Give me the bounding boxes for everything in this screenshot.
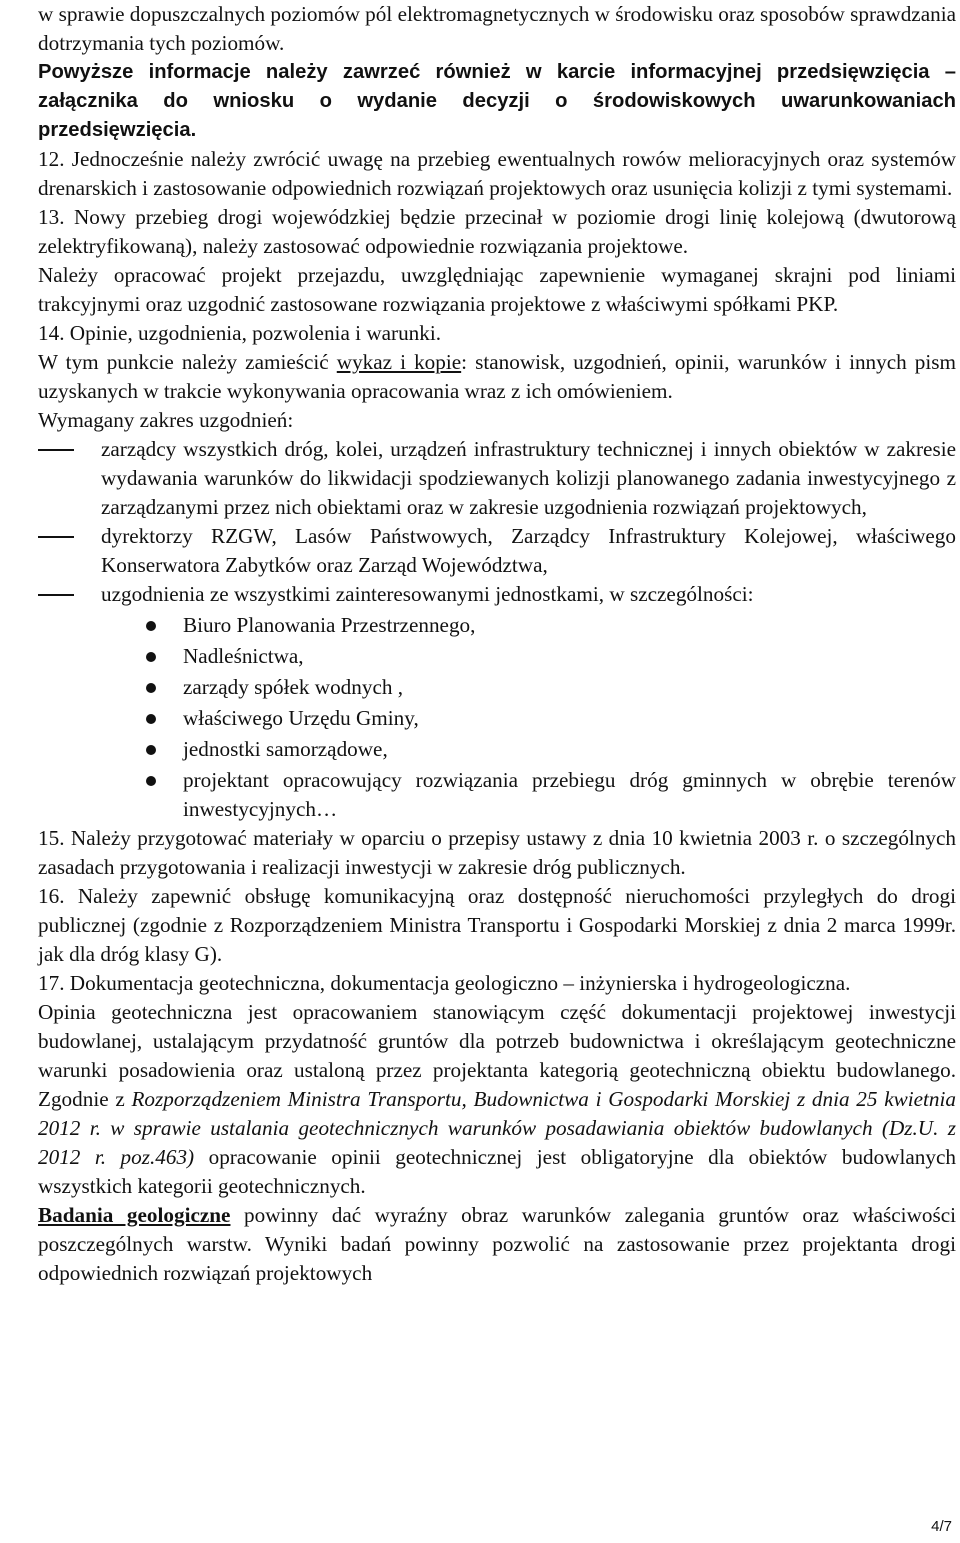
bullet-item [38, 611, 956, 640]
text-run: : stanowisk, uzgodnień, opinii, warunków i innych pism uzyskanych w trakcie wykonywania opracowania wraz z ich omówieniem. [38, 350, 957, 403]
bullet-text: właściwego Urzędu Gminy, [183, 706, 419, 730]
bold-underlined-text: Badania geologiczne [38, 1203, 231, 1227]
bullet-icon [146, 683, 156, 693]
item-text: Jednocześnie należy zwrócić uwagę na przebieg ewentualnych rowów melioracyjnych oraz systemów drenarskich i zastosowanie odpowiednich rozwiązań projektowych oraz usunięcia kolizji z tymi systemami. [38, 147, 956, 200]
item-16 [38, 882, 956, 969]
item-text: Należy przygotować materiały w oparciu o przepisy ustawy z dnia 10 kwietnia 2003 r. o szczególnych zasadach przygotowania i realizacji inwestycji w zakresie dróg publicznych. [38, 826, 957, 879]
dash-marker [38, 449, 74, 451]
intro-text: w sprawie dopuszczalnych poziomów pól elektromagnetycznych w środowisku oraz sposobów sprawdzania dotrzymania tych poziomów. [38, 2, 956, 55]
item-17 [38, 969, 956, 998]
bullet-item [38, 766, 956, 824]
item-number: 14. [38, 321, 65, 345]
item-number: 17. [38, 971, 65, 995]
dash-text: uzgodnienia ze wszystkimi zainteresowanymi jednostkami, w szczególności: [101, 582, 754, 606]
item-15 [38, 824, 956, 882]
bullet-item [38, 704, 956, 733]
item-title: Dokumentacja geotechniczna, dokumentacja geologiczno – inżynierska i hydrogeologiczna. [69, 971, 851, 995]
dash-text: dyrektorzy RZGW, Lasów Państwowych, Zarządcy Infrastruktury Kolejowej, właściwego Konserwatora Zabytków oraz Zarząd Województwa, [101, 524, 956, 577]
bullet-icon [146, 776, 156, 786]
dash-text: zarządcy wszystkich dróg, kolei, urządzeń infrastruktury technicznej i innych obiektów w zakresie wydawania warunków do likwidacji spodziewanych kolizji planowanego zadania inwestycyjnego z zarządzanymi przez nich obiektami oraz w zakresie uzgodnienia rozwiązań projektowych, [101, 437, 956, 519]
item-17-paragraph [38, 998, 956, 1201]
bold-note: Powyższe informacje należy zawrzeć również w karcie informacyjnej przedsięwzięcia – załącznika do wniosku o wydanie decyzji o środowiskowych uwarunkowaniach przedsięwzięcia. [38, 61, 956, 141]
bullet-item [38, 735, 956, 764]
item-17-paragraph-2 [38, 1201, 956, 1288]
item-text: Należy zapewnić obsługę komunikacyjną oraz dostępność nieruchomości przyległych do drogi publicznej (zgodnie z Rozporządzeniem Ministra Transportu i Gospodarki Morskiej z dnia 2 marca 1999r. jak dla dróg klasy G). [38, 884, 956, 966]
bullet-text: projektant opracowujący rozwiązania przebiegu dróg gminnych w obrębie terenów inwestycyjnych… [183, 768, 956, 821]
bullet-text: jednostki samorządowe, [183, 737, 388, 761]
bullet-item [38, 673, 956, 702]
item-14-paragraph [38, 348, 956, 406]
underlined-text: wykaz i kopie [336, 350, 462, 374]
bullet-icon [146, 714, 156, 724]
item-number: 15. [38, 826, 65, 850]
bullet-text: Biuro Planowania Przestrzennego, [183, 613, 476, 637]
item-14 [38, 319, 956, 348]
item-12 [38, 145, 956, 203]
dash-marker [38, 536, 74, 538]
item-title: Opinie, uzgodnienia, pozwolenia i warunki. [69, 321, 442, 345]
dash-item [38, 435, 956, 522]
dash-item [38, 522, 956, 580]
bullet-icon [146, 621, 156, 631]
dash-item [38, 580, 956, 609]
item-13-continuation: Należy opracować projekt przejazdu, uwzględniając zapewnienie wymaganej skrajni pod liniami trakcyjnymi oraz uzgodnić zastosowane rozwiązania projektowe z właściwymi spółkami PKP. [38, 263, 956, 316]
bullet-text: zarządy spółek wodnych , [183, 675, 404, 699]
dash-marker [38, 594, 74, 596]
italic-citation: Rozporządzeniem Ministra Transportu, Budownictwa i Gospodarki Morskiej z dnia 25 kwietnia 2012 r. w sprawie ustalania geotechnicznych warunków posadawiania obiektów budowlanych (Dz.U. z 2012 r. poz.463) [38, 1087, 956, 1169]
text-run: Opinia geotechniczna jest opracowaniem stanowiącym część dokumentacji projektowej inwestycji budowlanej, ustalającym przydatność gruntów dla potrzeb budownictwa i określającym geotechniczne warunki posadowienia oraz ustaloną przez projektanta kategorią geotechniczną obiektu budowlanego. Zgodnie z [38, 1000, 956, 1111]
bullet-text: Nadleśnictwa, [183, 644, 304, 668]
item-text: Nowy przebieg drogi wojewódzkiej będzie przecinał w poziomie drogi linię kolejową (dwutorową zelektryfikowaną), należy zastosować odpowiednie rozwiązania projektowe. [38, 205, 956, 258]
text-run: opracowanie opinii geotechnicznej jest obligatoryjne dla obiektów budowlanych wszystkich kategorii geotechnicznych. [38, 1145, 956, 1198]
item-number: 13. [38, 205, 65, 229]
item-number: 16. [38, 884, 65, 908]
scope-label: Wymagany zakres uzgodnień: [38, 408, 294, 432]
page-number: 4/7 [931, 1518, 952, 1535]
text-run: W tym punkcie należy zamieścić [38, 350, 337, 374]
item-number: 12. [38, 147, 65, 171]
document-page [38, 0, 956, 1288]
item-13 [38, 203, 956, 261]
bullet-icon [146, 745, 156, 755]
bullet-item [38, 642, 956, 671]
text-run: powinny dać wyraźny obraz warunków zalegania gruntów oraz właściwości poszczególnych warstw. Wyniki badań powinny pozwolić na zastosowanie przez projektanta drogi odpowiednich rozwiązań projektowych [38, 1203, 956, 1285]
bullet-icon [146, 652, 156, 662]
